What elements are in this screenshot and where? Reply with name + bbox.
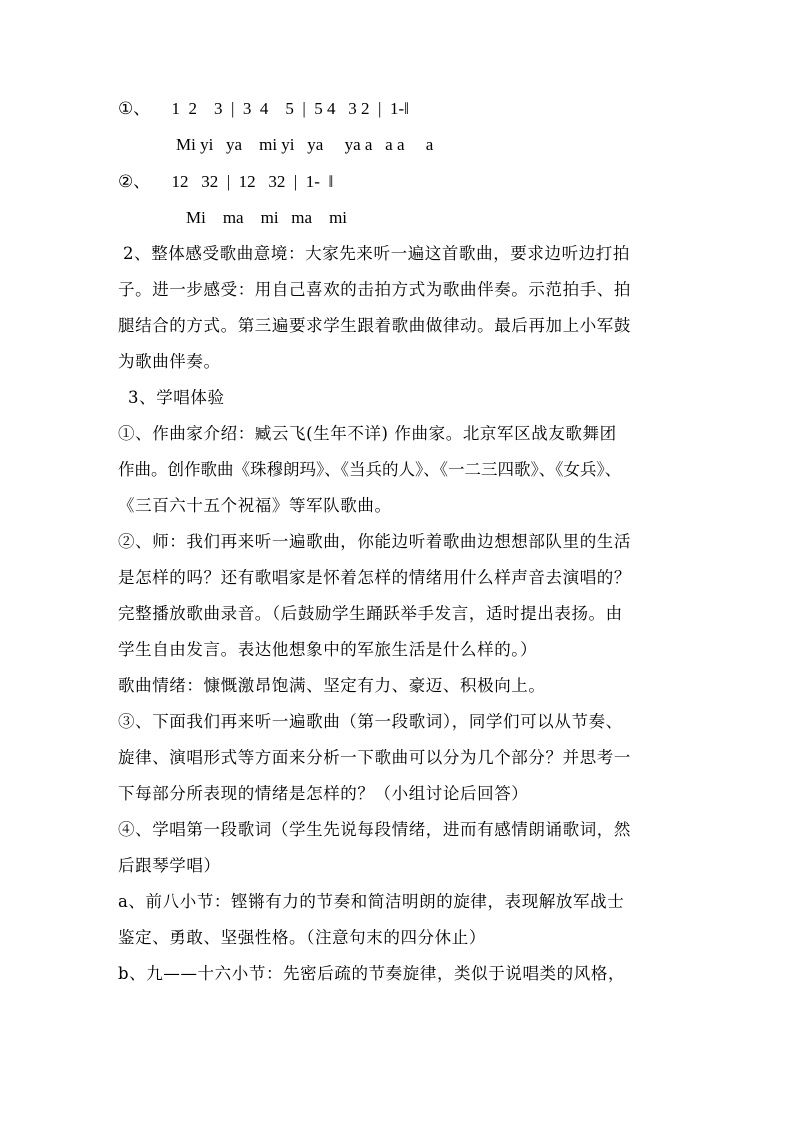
paragraph-line: ①、作曲家介绍：臧云飞(生年不详) 作曲家。北京军区战友歌舞团: [118, 424, 617, 443]
paragraph-line: 子。进一步感受：用自己喜欢的击拍方式为歌曲伴奏。示范拍手、拍: [118, 280, 631, 299]
paragraph-line: 歌曲情绪：慷慨激昂饱满、坚定有力、豪迈、积极向上。: [118, 676, 546, 695]
paragraph-line: 腿结合的方式。第三遍要求学生跟着歌曲做律动。最后再加上小军鼓: [118, 316, 631, 335]
paragraph-line: 后跟琴学唱）: [118, 856, 221, 875]
section-heading: 3、学唱体验: [128, 388, 225, 407]
paragraph-line: b、九——十六小节：先密后疏的节奏旋律，类似于说唱类的风格，: [118, 964, 626, 983]
paragraph-line: 完整播放歌曲录音。（后鼓励学生踊跃举手发言，适时提出表扬。由: [118, 604, 623, 623]
paragraph-line: 2、整体感受歌曲意境：大家先来听一遍这首歌曲，要求边听边打拍: [123, 244, 630, 263]
paragraph-line: ③、下面我们再来听一遍歌曲（第一段歌词），同学们可以从节奏、: [118, 712, 623, 731]
paragraph-line: 是怎样的吗？还有歌唱家是怀着怎样的情绪用什么样声音去演唱的？: [118, 568, 631, 587]
paragraph-line: 下每部分所表现的情绪是怎样的？（小组讨论后回答）: [118, 784, 529, 803]
paragraph-line: a、前八小节：铿锵有力的节奏和简洁明朗的旋律，表现解放军战士: [118, 892, 625, 911]
notation-line-2: ②、 12 32 | 12 32 | 1- ‖: [118, 172, 334, 191]
lyrics-line-1: Mi yi ya mi yi ya ya a a a a: [176, 135, 434, 154]
notation-line-1: ①、 1 2 3 | 3 4 5 | 5 4 3 2 | 1-‖: [118, 99, 409, 118]
lyrics-line-2: Mi ma mi ma mi: [186, 208, 348, 227]
paragraph-line: 学生自由发言。表达他想象中的军旅生活是什么样的。）: [118, 640, 538, 659]
paragraph-line: 《三百六十五个祝福》等军队歌曲。: [118, 496, 392, 515]
paragraph-line: 旋律、演唱形式等方面来分析一下歌曲可以分为几个部分？并思考一: [118, 748, 631, 767]
paragraph-line: ②、师：我们再来听一遍歌曲，你能边听着歌曲边想想部队里的生活: [118, 532, 631, 551]
paragraph-line: 为歌曲伴奏。: [118, 352, 221, 371]
paragraph-line: 鉴定、勇敢、坚强性格。（注意句末的四分休止）: [118, 928, 486, 947]
paragraph-line: 作曲。创作歌曲《珠穆朗玛》、《当兵的人》、《一二三四歌》、《女兵》、: [118, 460, 622, 479]
paragraph-line: ④、学唱第一段歌词（学生先说每段情绪，进而有感情朗诵歌词，然: [118, 820, 631, 839]
